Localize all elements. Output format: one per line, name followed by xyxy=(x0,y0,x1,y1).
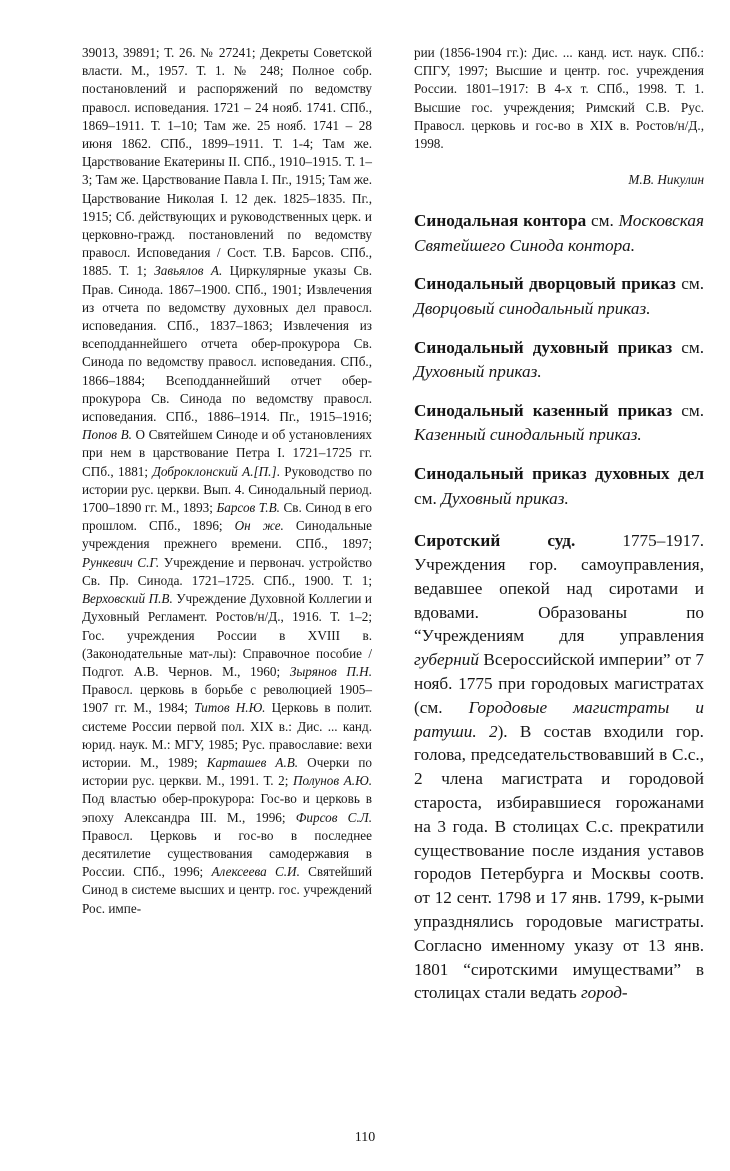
bibliography-continuation: рии (1856-1904 гг.): Дис. ... канд. ист. наук. СПб.: СПГУ, 1997; Высшие и центр. гос. учреждения России. 1801–1917: В 4-х т. СПб., 1998. Т. 1. Высшие гос. учреждения; Римский С.В. Рус. Правосл. церковь и гос-во в XIX в. Ростов/н/Д., 1998. xyxy=(414,45,704,152)
italic-reference: Он же. xyxy=(234,518,284,534)
italic-reference: Московская Святейшего Синода контора. xyxy=(414,211,704,255)
text-run: см. xyxy=(586,211,619,231)
text-run: ). В состав входили гор. голова, председательствовавший в С.с., 2 члена магистрата и городовой староста, избиравшиеся горожанами на 3 года. В столицах С.с. прекратили существование после издания уставов городов Петербурга и Москвы соотв. от 12 сент. 1798 и 17 янв. 1799, к-рыми упразднялись городовые магистраты. Согласно именному указу от 13 янв. 1801 “сиротскими имуществами” в столицах стали ведать xyxy=(414,721,704,1003)
italic-reference: Фирсов С.Л. xyxy=(295,809,372,825)
entry-headword: Сиротский суд. xyxy=(414,531,576,551)
italic-reference: Рункевич С.Г. xyxy=(82,554,160,570)
bibliography-text xyxy=(82,44,372,918)
italic-reference: губерний xyxy=(414,650,479,670)
text-run: Святейший Синод в системе высших и центр. гос. учреждений Рос. импе- xyxy=(82,864,372,916)
left-column xyxy=(82,44,372,918)
italic-reference: Попов В. xyxy=(82,427,132,443)
author-signature: М.В. Никулин xyxy=(628,172,704,188)
italic-reference: Казенный синодальный приказ. xyxy=(414,425,642,445)
italic-reference: Карташев А.В. xyxy=(206,754,299,770)
italic-reference: Верховский П.В. xyxy=(82,591,173,607)
text-run: см. xyxy=(675,274,704,294)
italic-reference: Духовный приказ. xyxy=(441,488,569,508)
text-run: Св. Синод в его прошлом. СПб., 1896; xyxy=(82,500,372,534)
text-run: Циркулярные указы Св. Прав. Синода. 1867–1900. СПб., 1901; Извлечения из отчета по ведомству духовных дел правосл. исповедания. СПб., 1837–1863; Извлечения из всеподданнейшего отчета обер-прокурора Св. Синода по ведомству правосл. исповедания. СПб., 1866–1884; Всеподданнейший отчет обер-прокурора Св. Синода по ведомству правосл. исповедания. СПб., 1886–1914. Пг., 1915–1916; xyxy=(82,263,372,425)
text-run: 39013, 39891; Т. 26. № 27241; Декреты Советской власти. М., 1957. Т. 1. № 248; Полное собр. постановлений и распоряжений по ведомству правосл. исповедания. 1721 – 24 нояб. 1741. СПб., 1869–1911. Т. 1–10; Там же. 25 нояб. 1741 – 28 июня 1862. СПб., 1899–1911. Т. 1-4; Там же. Царствование Екатерины II. СПб., 1910–1915. Т. 1–3; Там же. Царствование Павла I. Пг., 1915; Там же. Царствование Николая I. 12 дек. 1825–1835. Пг., 1915; Сб. действующих и руководственных церк. и церковно-гражд. постановлений по ведомству правосл. Исповедания / Сост. Т.В. Барсов. СПб., 1885. Т. 1; xyxy=(82,45,372,279)
text-run: О Святейшем Синоде и об установлениях при нем в царствование Петра I. 1721–1725 гг. СПб., 1881; xyxy=(82,427,372,479)
dictionary-entries xyxy=(414,209,704,1005)
text-run: Под властью обер-прокурора: Гос-во и церковь в эпоху Александра III. М., 1996; xyxy=(82,791,372,825)
text-run: см. xyxy=(672,400,704,420)
italic-reference: Алексеева С.И. xyxy=(211,864,300,880)
text-run: Церковь в полит. системе России первой пол. XIX в.: Дис. ... канд. юрид. наук. М.: МГУ, 1985; Рус. православие: вехи истории. М., 1989; xyxy=(82,700,372,770)
dictionary-entry xyxy=(414,462,704,511)
text-run: Учреждение Духовной Коллегии и Духовный Регламент. Ростов/н/Д., 1916. Т. 1–2; Гос. учреждения России в XVIII в. (Законодательные мат-лы): Справочное пособие / Подгот. А.В. Чернов. М., 1960; xyxy=(82,591,372,679)
text-run: Синодальные учреждения прежнего времени. СПб., 1897; xyxy=(82,518,373,552)
dictionary-entry xyxy=(414,399,704,448)
entry-headword: Синодальный казенный приказ xyxy=(414,400,673,420)
text-run: Всероссийской империи” от 7 нояб. 1775 при городовых магистратах (см. xyxy=(414,650,704,717)
dictionary-entry xyxy=(414,209,704,258)
dictionary-entry xyxy=(414,336,704,385)
italic-reference: Завьялов А. xyxy=(154,263,223,279)
italic-reference: Барсов Т.В. xyxy=(216,500,280,516)
page-number: 110 xyxy=(354,1130,376,1145)
text-run: Правосл. церковь в борьбе с революцией 1905–1907 гг. М., 1984; xyxy=(82,682,372,716)
entry-headword: Синодальный приказ духовных дел xyxy=(414,463,704,483)
italic-reference: Зырянов П.Н. xyxy=(289,663,372,679)
entry-headword: Синодальный дворцовый приказ xyxy=(414,274,676,294)
entry-headword: Синодальная контора xyxy=(414,211,587,231)
entry-headword: Синодальный духовный приказ xyxy=(414,337,673,357)
italic-reference: Духовный приказ. xyxy=(414,362,542,382)
dictionary-entry xyxy=(414,529,704,1005)
text-run: Правосл. Церковь и гос-во в последнее десятилетие существования самодержавия в России. СПб., 1996; xyxy=(82,827,372,880)
text-run: см. xyxy=(414,488,442,508)
right-column xyxy=(414,44,704,1005)
text-run: Очерки по истории рус. церкви. М., 1991. Т. 2; xyxy=(82,754,372,789)
text-run: Учреждение и первонач. устройство Св. Пр. Синода. 1721–1725. СПб., 1900. Т. 1; xyxy=(82,554,373,588)
italic-reference: Городовые магистраты и ратуши. 2 xyxy=(414,697,704,741)
text-run: 1775–1917. Учреждения гор. самоуправления, ведавшее опекой над сиротами и вдовами. Образованы по “Учреждениям для управления xyxy=(414,531,704,646)
italic-reference: Доброклонский А.[П.] xyxy=(152,463,277,479)
text-run: см. xyxy=(672,337,704,357)
dictionary-entry xyxy=(414,272,704,321)
italic-reference: Дворцовый синодальный приказ. xyxy=(414,299,651,318)
text-run: . Руководство по истории рус. церкви. Вып. 4. Синодальный период. 1700–1890 гг. М., 1893; xyxy=(82,463,372,516)
italic-reference: Полунов А.Ю. xyxy=(293,773,372,789)
italic-reference: город- xyxy=(580,983,628,1003)
italic-reference: Титов Н.Ю. xyxy=(194,700,266,716)
